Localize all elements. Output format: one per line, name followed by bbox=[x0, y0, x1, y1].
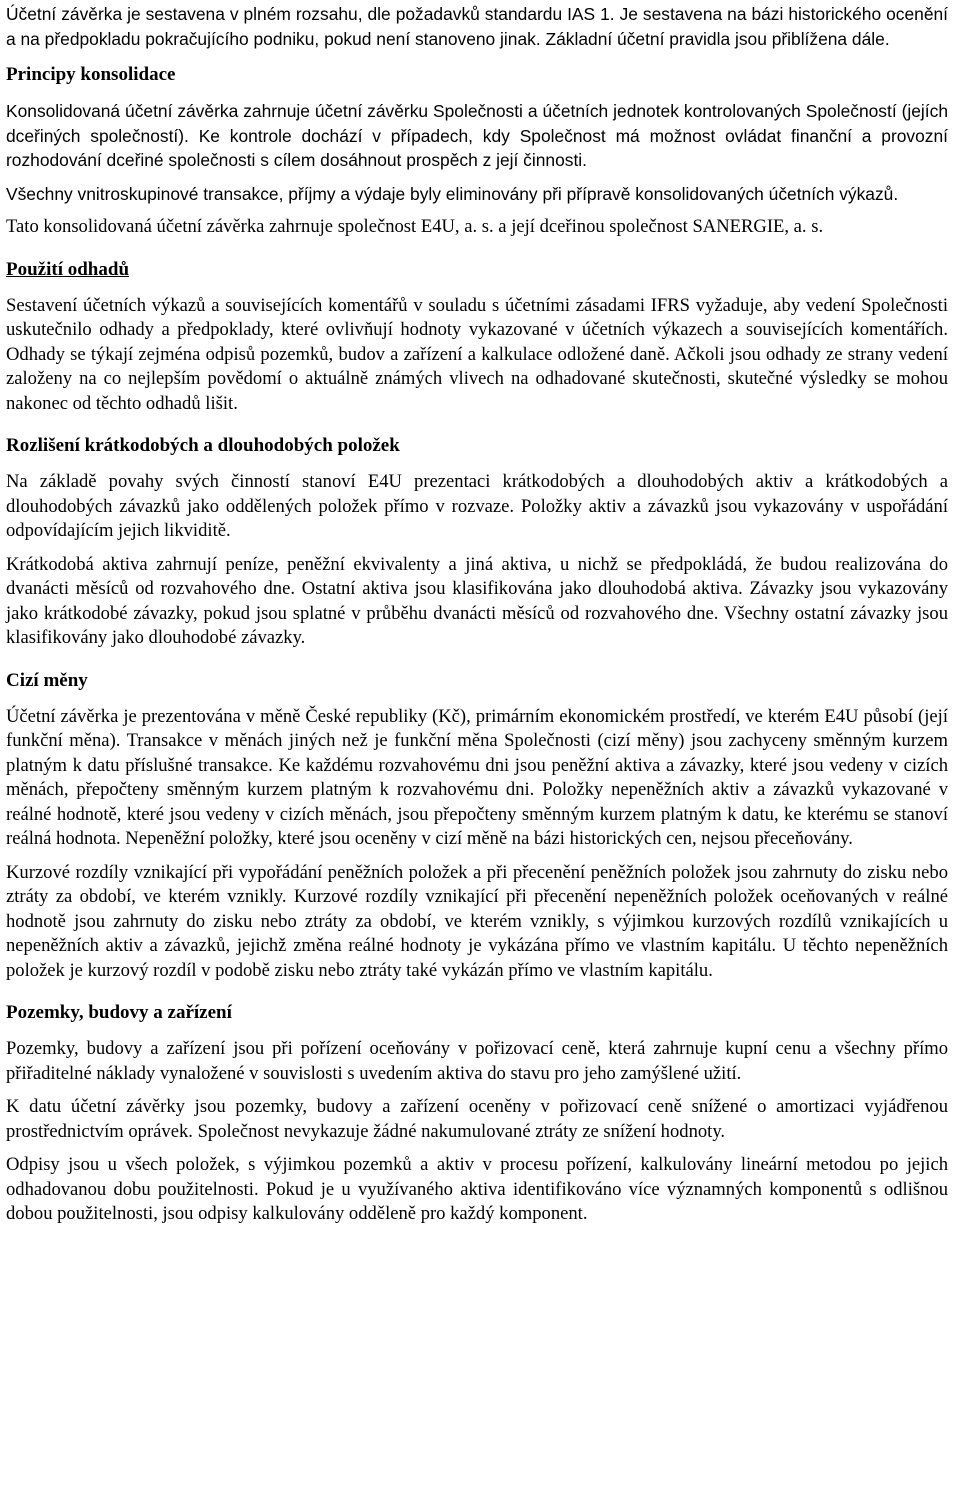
konsolidace-paragraph-2: Všechny vnitroskupinové transakce, příjmy a výdaje byly eliminovány při přípravě konsolidovaných účetních výkazů. bbox=[6, 183, 899, 204]
pozemky-paragraph-3: Odpisy jsou u všech položek, s výjimkou pozemků a aktiv v procesu pořízení, kalkulovány lineární metodou po jejich odhadovanou dobu použitelnosti. Pokud je u využívaného aktiva identifikováno více významných komponentů s odlišnou dobou použitelnosti, jsou odpisy kalkulovány odděleně pro každý komponent. bbox=[6, 1154, 948, 1224]
section-heading-pozemky-budovy-zarizeni: Pozemky, budovy a zařízení bbox=[6, 1002, 232, 1023]
rozliseni-paragraph-1: Na základě povahy svých činností stanoví E4U prezentaci krátkodobých a dlouhodobých aktiv a krátkodobých a dlouhodobých závazků jako oddělených položek přímo v rozvaze. Položky aktiv a závazků jsou vykazovány v uspořádání odpovídajícím jejich likviditě. bbox=[6, 471, 948, 541]
rozliseni-paragraph-2: Krátkodobá aktiva zahrnují peníze, peněžní ekvivalenty a jiná aktiva, u nichž se předpokládá, že budou realizována do dvanácti měsíců od rozvahového dne. Ostatní aktiva jsou klasifikována jako dlouhodobá aktiva. Závazky jsou vykazovány jako krátkodobé závazky, pokud jsou splatné v průběhu dvanácti měsíců od rozvahového dne. Všechny ostatní závazky jsou klasifikovány jako dlouhodobé závazky. bbox=[6, 553, 948, 648]
cizi-meny-paragraph-1: Účetní závěrka je prezentována v měně České republiky (Kč), primárním ekonomickém prostředí, ve kterém E4U působí (její funkční měna). Transakce v měnách jiných než je funkční měna Společnosti (cizí měny) jsou zachyceny směnným kurzem platným k datu příslušné transakce. Ke každému rozvahovému dni jsou peněžní aktiva a závazky, které jsou vedeny v cizích měnách, přepočteny směnným kurzem platným k rozvahovému dni. Položky nepeněžních aktiv a závazků vykazované v reálné hodnotě, které jsou vedeny v cizích měnách, jsou přepočteny směnným kurzem platným k datu, ke kterému se stanoví reálná hodnota. Nepeněžní položky, které jsou oceněny v cizí měně na bázi historických cen, nejsou přeceňovány. bbox=[6, 705, 948, 849]
section-heading-principy-konsolidace: Principy konsolidace bbox=[6, 64, 176, 85]
section-heading-pouziti-odhadu: Použití odhadů bbox=[6, 258, 130, 280]
cizi-meny-paragraph-2: Kurzové rozdíly vznikající při vypořádání peněžních položek a při přecenění peněžních položek jsou zahrnuty do zisku nebo ztráty za období, ve kterém vznikly. Kurzové rozdíly vznikající při přecenění nepeněžních položek oceňovaných v reálné hodnotě jsou zahrnuty do zisku nebo ztráty za období, ve kterém vznikly, s výjimkou kurzových rozdílů vznikajících u nepeněžních aktiv a závazků, jejichž změna reálné hodnoty je vykázána přímo ve vlastním kapitálu. U těchto nepeněžních položek je kurzový rozdíl v podobě zisku nebo ztráty také vykázán přímo ve vlastním kapitálu. bbox=[6, 861, 948, 981]
pozemky-paragraph-1: Pozemky, budovy a zařízení jsou při pořízení oceňovány v pořizovací ceně, která zahrnuje kupní cenu a všechny přímo přiřaditelné náklady vynaložené v souvislosti s uvedením aktiva do stavu pro jeho zamýšlené užití. bbox=[6, 1038, 948, 1084]
odhady-paragraph-1: Sestavení účetních výkazů a souvisejících komentářů v souladu s účetními zásadami IFRS vyžaduje, aby vedení Společnosti uskutečnilo odhady a předpoklady, které ovlivňují hodnoty vykazované v účetních výkazech a souvisejících komentářích. Odhady se týkají zejména odpisů pozemků, budov a zařízení a kalkulace odložené daně. Ačkoli jsou odhady ze strany vedení založeny na co nejlepším povědomí o aktuálně známých vlivech na odhadované skutečnosti, skutečné výsledky se mohou nakonec od těchto odhadů lišit. bbox=[6, 294, 948, 414]
konsolidace-paragraph-3: Tato konsolidovaná účetní závěrka zahrnuje společnost E4U, a. s. a její dceřinou společnost SANERGIE, a. s. bbox=[6, 216, 824, 237]
pozemky-paragraph-2: K datu účetní závěrky jsou pozemky, budovy a zařízení oceněny v pořizovací ceně snížené o amortizaci vyjádřenou prostřednictvím oprávek. Společnost nevykazuje žádné nakumulované ztráty ze snížení hodnoty. bbox=[6, 1096, 948, 1142]
section-heading-rozliseni-polozek: Rozlišení krátkodobých a dlouhodobých položek bbox=[6, 435, 400, 456]
intro-paragraph: Účetní závěrka je sestavena v plném rozsahu, dle požadavků standardu IAS 1. Je sestavena na bázi historického ocenění a na předpokladu pokračujícího podniku, pokud není stanoveno jinak. Základní účetní pravidla jsou přiblížena dále. bbox=[6, 4, 948, 49]
section-heading-cizi-meny: Cizí měny bbox=[6, 669, 88, 691]
konsolidace-paragraph-1: Konsolidovaná účetní závěrka zahrnuje účetní závěrku Společnosti a účetních jednotek kontrolovaných Společností (jejích dceřiných společností). Ke kontrole dochází v případech, kdy Společnost má možnost ovládat finanční a provozní rozhodování dceřiné společnosti s cílem dosáhnout prospěch z její činnosti. bbox=[6, 101, 948, 170]
